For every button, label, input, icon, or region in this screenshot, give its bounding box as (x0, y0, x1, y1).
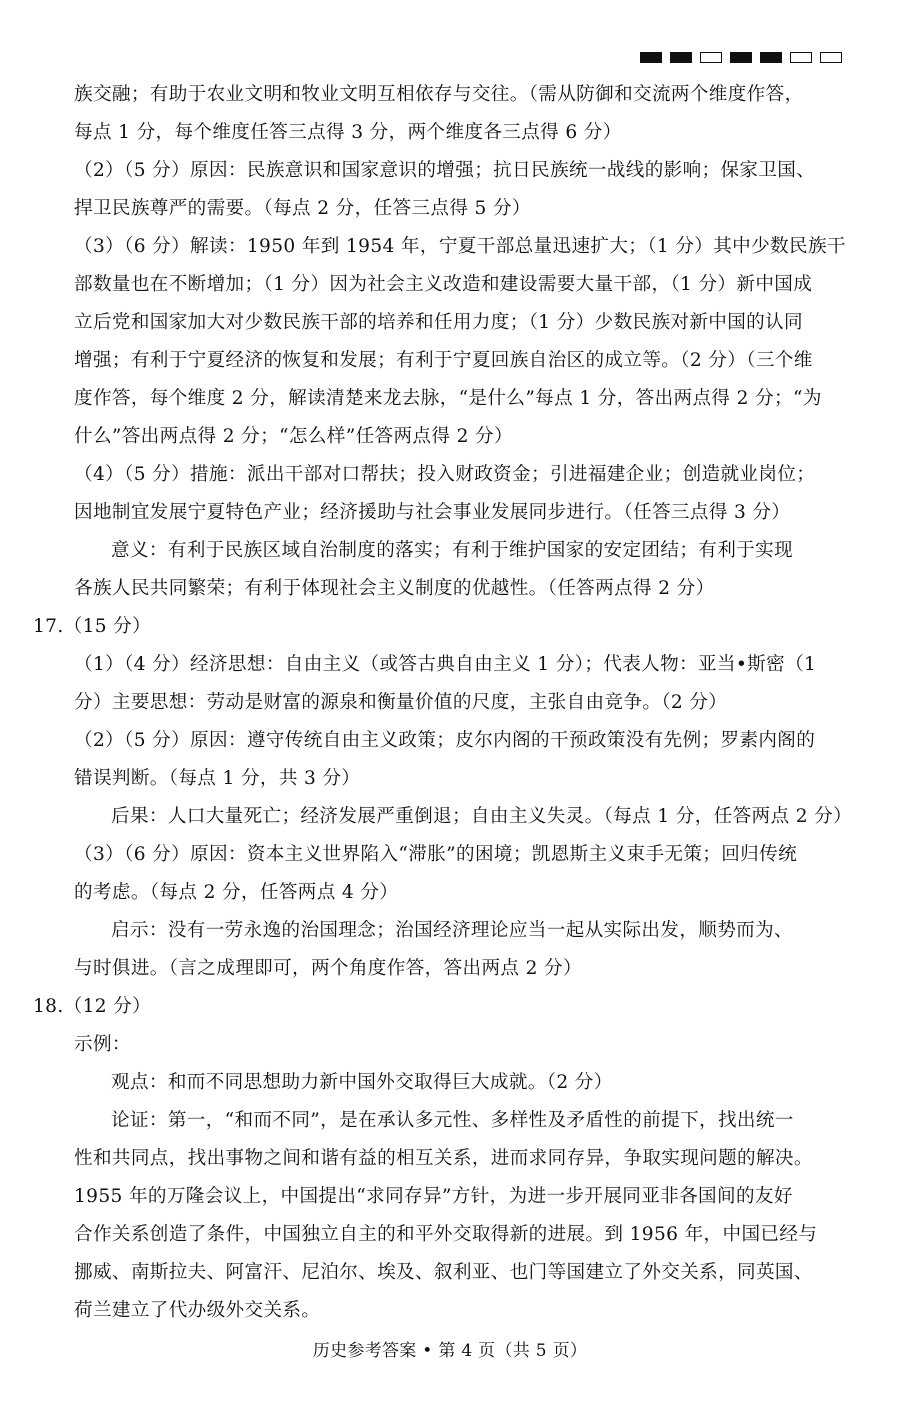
page-marker-filled-icon (640, 52, 662, 63)
text-line: 观点：和而不同思想助力新中国外交取得巨大成就。（2 分） (111, 1072, 613, 1093)
text-line: 增强；有利于宁夏经济的恢复和发展；有利于宁夏回族自治区的成立等。（2 分）（三个维 (74, 350, 813, 371)
text-line: 与时俱进。（言之成理即可，两个角度作答，答出两点 2 分） (74, 958, 582, 979)
text-line: 立后党和国家加大对少数民族干部的培养和任用力度；（1 分）少数民族对新中国的认同 (74, 312, 804, 333)
text-line: 因地制宜发展宁夏特色产业；经济援助与社会事业发展同步进行。（任答三点得 3 分） (74, 502, 791, 523)
text-line: 意义：有利于民族区域自治制度的落实；有利于维护国家的安定团结；有利于实现 (111, 540, 793, 561)
text-line: （1）（4 分）经济思想：自由主义（或答古典自由主义 1 分）；代表人物：亚当•斯密（1 (74, 654, 817, 675)
page-marker-filled-icon (670, 52, 692, 63)
page-marker-empty-icon (700, 52, 722, 63)
text-line: 每点 1 分，每个维度任答三点得 3 分，两个维度各三点得 6 分） (74, 122, 622, 143)
answer-text-body (33, 76, 853, 1330)
page-marker-empty-icon (820, 52, 842, 63)
question-number: 18.（12 分） (33, 996, 152, 1017)
text-line: 什么”答出两点得 2 分；“怎么样”任答两点得 2 分） (74, 426, 513, 447)
text-line: 后果：人口大量死亡；经济发展严重倒退；自由主义失灵。（每点 1 分，任答两点 2 分） (111, 806, 853, 827)
page-marker-filled-icon (760, 52, 782, 63)
text-line: 捍卫民族尊严的需要。（每点 2 分，任答三点得 5 分） (74, 198, 531, 219)
page-footer: 历史参考答案 • 第 4 页（共 5 页） (312, 1341, 588, 1361)
text-line: 族交融；有助于农业文明和牧业文明互相依存与交往。（需从防御和交流两个维度作答， (74, 84, 804, 105)
page-markers (640, 52, 842, 63)
text-line: 度作答，每个维度 2 分，解读清楚来龙去脉，“是什么”每点 1 分，答出两点得 2 分；“为 (74, 388, 822, 409)
page-marker-filled-icon (730, 52, 752, 63)
text-line: 合作关系创造了条件，中国独立自主的和平外交取得新的进展。到 1956 年，中国已经与 (74, 1224, 818, 1245)
text-line: （2）（5 分）原因：民族意识和国家意识的增强；抗日民族统一战线的影响；保家卫国、 (74, 160, 816, 181)
question-number: 17.（15 分） (33, 616, 152, 637)
text-line: 性和共同点，找出事物之间和谐有益的相互关系，进而求同存异，争取实现问题的解决。 (74, 1148, 813, 1169)
text-line: 分）主要思想：劳动是财富的源泉和衡量价值的尺度，主张自由竞争。（2 分） (74, 692, 728, 713)
text-line: 1955 年的万隆会议上，中国提出“求同存异”方针，为进一步开展同亚非各国间的友好 (74, 1186, 793, 1207)
text-line: （3）（6 分）原因：资本主义世界陷入“滞胀”的困境；凯恩斯主义束手无策；回归传统 (74, 844, 798, 865)
text-line: 示例： (74, 1034, 131, 1055)
text-line: 错误判断。（每点 1 分，共 3 分） (74, 768, 361, 789)
text-line: （4）（5 分）措施：派出干部对口帮扶；投入财政资金；引进福建企业；创造就业岗位； (74, 464, 816, 485)
text-line: 论证：第一，“和而不同”，是在承认多元性、多样性及矛盾性的前提下，找出统一 (111, 1110, 794, 1131)
text-line: （3）（6 分）解读：1950 年到 1954 年，宁夏干部总量迅速扩大；（1 分）其中少数民族干 (74, 236, 846, 257)
page-marker-empty-icon (790, 52, 812, 63)
text-line: 各族人民共同繁荣；有利于体现社会主义制度的优越性。（任答两点得 2 分） (74, 578, 715, 599)
text-line: （2）（5 分）原因：遵守传统自由主义政策；皮尔内阁的干预政策没有先例；罗素内阁的 (74, 730, 816, 751)
text-line: 荷兰建立了代办级外交关系。 (74, 1300, 321, 1321)
text-line: 挪威、南斯拉夫、阿富汗、尼泊尔、埃及、叙利亚、也门等国建立了外交关系，同英国、 (74, 1262, 813, 1283)
text-line: 的考虑。（每点 2 分，任答两点 4 分） (74, 882, 399, 903)
text-line: 部数量也在不断增加；（1 分）因为社会主义改造和建设需要大量干部，（1 分）新中国成 (74, 274, 813, 295)
text-line: 启示：没有一劳永逸的治国理念；治国经济理论应当一起从实际出发，顺势而为、 (111, 920, 793, 941)
